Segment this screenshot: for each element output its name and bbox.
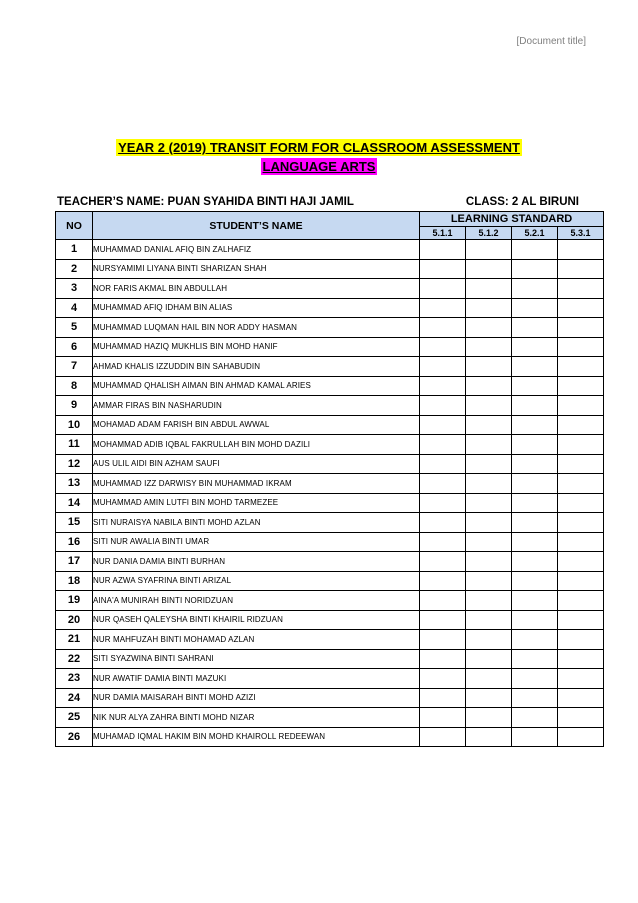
assessment-cell[interactable] (512, 435, 558, 455)
assessment-cell[interactable] (420, 708, 466, 728)
student-name: MUHAMMAD DANIAL AFIQ BIN ZALHAFIZ (93, 240, 420, 260)
assessment-cell[interactable] (466, 649, 512, 669)
header-standard: 5.2.1 (512, 227, 558, 240)
assessment-cell[interactable] (420, 259, 466, 279)
assessment-cell[interactable] (466, 688, 512, 708)
header-standard: 5.3.1 (558, 227, 604, 240)
student-number: 17 (56, 552, 93, 572)
student-number: 25 (56, 708, 93, 728)
assessment-cell[interactable] (512, 649, 558, 669)
student-number: 24 (56, 688, 93, 708)
assessment-cell[interactable] (420, 610, 466, 630)
student-name: MUHAMMAD LUQMAN HAIL BIN NOR ADDY HASMAN (93, 318, 420, 338)
student-name: SITI NUR AWALIA BINTI UMAR (93, 532, 420, 552)
assessment-cell[interactable] (466, 727, 512, 747)
student-name: MUHAMAD IQMAL HAKIM BIN MOHD KHAIROLL REDEEWAN (93, 727, 420, 747)
assessment-cell[interactable] (558, 357, 604, 377)
assessment-cell[interactable] (558, 240, 604, 260)
table-row (56, 357, 604, 377)
table-row (56, 532, 604, 552)
student-number: 16 (56, 532, 93, 552)
header-student-name: STUDENT’S NAME (93, 212, 420, 240)
assessment-cell[interactable] (512, 454, 558, 474)
student-name: MOHAMMAD ADIB IQBAL FAKRULLAH BIN MOHD DAZILI (93, 435, 420, 455)
assessment-cell[interactable] (558, 649, 604, 669)
assessment-cell[interactable] (558, 708, 604, 728)
assessment-cell[interactable] (512, 493, 558, 513)
student-name: SITI NURAISYA NABILA BINTI MOHD AZLAN (93, 513, 420, 533)
table-row (56, 474, 604, 494)
assessment-cell[interactable] (512, 337, 558, 357)
class-label: CLASS: 2 AL BIRUNI (465, 196, 579, 208)
assessment-cell[interactable] (512, 474, 558, 494)
assessment-cell[interactable] (420, 337, 466, 357)
assessment-cell[interactable] (466, 591, 512, 611)
assessment-cell[interactable] (512, 610, 558, 630)
assessment-cell[interactable] (558, 688, 604, 708)
assessment-cell[interactable] (512, 552, 558, 572)
assessment-cell[interactable] (420, 298, 466, 318)
student-name: AMMAR FIRAS BIN NASHARUDIN (93, 396, 420, 416)
assessment-cell[interactable] (420, 649, 466, 669)
assessment-cell[interactable] (466, 259, 512, 279)
assessment-table (55, 211, 604, 747)
assessment-cell[interactable] (558, 318, 604, 338)
assessment-cell[interactable] (558, 435, 604, 455)
table-row (56, 727, 604, 747)
assessment-cell[interactable] (466, 493, 512, 513)
assessment-cell[interactable] (512, 415, 558, 435)
assessment-cell[interactable] (512, 708, 558, 728)
assessment-cell[interactable] (466, 454, 512, 474)
student-name: NOR FARIS AKMAL BIN ABDULLAH (93, 279, 420, 299)
assessment-cell[interactable] (466, 474, 512, 494)
table-row (56, 318, 604, 338)
table-row (56, 571, 604, 591)
assessment-cell[interactable] (466, 357, 512, 377)
student-number: 10 (56, 415, 93, 435)
table-row (56, 298, 604, 318)
student-name: NUR MAHFUZAH BINTI MOHAMAD AZLAN (93, 630, 420, 650)
assessment-cell[interactable] (512, 376, 558, 396)
table-row (56, 513, 604, 533)
student-number: 20 (56, 610, 93, 630)
student-number: 18 (56, 571, 93, 591)
assessment-cell[interactable] (558, 571, 604, 591)
student-number: 23 (56, 669, 93, 689)
assessment-cell[interactable] (558, 630, 604, 650)
assessment-cell[interactable] (512, 571, 558, 591)
assessment-cell[interactable] (558, 259, 604, 279)
assessment-cell[interactable] (512, 513, 558, 533)
student-number: 15 (56, 513, 93, 533)
assessment-cell[interactable] (512, 688, 558, 708)
assessment-cell[interactable] (512, 357, 558, 377)
assessment-cell[interactable] (466, 708, 512, 728)
table-row (56, 240, 604, 260)
assessment-cell[interactable] (466, 337, 512, 357)
student-name: MUHAMMAD QHALISH AIMAN BIN AHMAD KAMAL ARIES (93, 376, 420, 396)
student-name: NUR AWATIF DAMIA BINTI MAZUKI (93, 669, 420, 689)
assessment-cell[interactable] (466, 532, 512, 552)
assessment-cell[interactable] (466, 552, 512, 572)
student-name: NIK NUR ALYA ZAHRA BINTI MOHD NIZAR (93, 708, 420, 728)
student-number: 8 (56, 376, 93, 396)
assessment-cell[interactable] (420, 513, 466, 533)
assessment-cell[interactable] (420, 415, 466, 435)
assessment-cell[interactable] (466, 396, 512, 416)
assessment-cell[interactable] (466, 571, 512, 591)
table-row (56, 415, 604, 435)
assessment-cell[interactable] (466, 435, 512, 455)
assessment-cell[interactable] (558, 727, 604, 747)
teacher-name-label: TEACHER’S NAME: PUAN SYAHIDA BINTI HAJI JAMIL (57, 196, 354, 208)
assessment-cell[interactable] (558, 298, 604, 318)
assessment-cell[interactable] (512, 727, 558, 747)
table-row (56, 337, 604, 357)
assessment-cell[interactable] (558, 376, 604, 396)
form-title-block (0, 139, 638, 176)
document-title-placeholder: [Document title] (516, 36, 586, 47)
student-number: 13 (56, 474, 93, 494)
table-row (56, 630, 604, 650)
assessment-cell[interactable] (512, 630, 558, 650)
student-name: MUHAMMAD IZZ DARWISY BIN MUHAMMAD IKRAM (93, 474, 420, 494)
assessment-cell[interactable] (420, 279, 466, 299)
assessment-cell[interactable] (512, 240, 558, 260)
assessment-cell[interactable] (512, 259, 558, 279)
student-name: MUHAMMAD HAZIQ MUKHLIS BIN MOHD HANIF (93, 337, 420, 357)
assessment-cell[interactable] (420, 357, 466, 377)
student-number: 9 (56, 396, 93, 416)
assessment-cell[interactable] (420, 435, 466, 455)
table-row (56, 649, 604, 669)
student-number: 19 (56, 591, 93, 611)
assessment-cell[interactable] (420, 474, 466, 494)
assessment-cell[interactable] (512, 669, 558, 689)
assessment-cell[interactable] (558, 474, 604, 494)
assessment-cell[interactable] (420, 493, 466, 513)
table-row (56, 454, 604, 474)
assessment-cell[interactable] (466, 318, 512, 338)
assessment-cell[interactable] (420, 376, 466, 396)
assessment-cell[interactable] (558, 337, 604, 357)
assessment-cell[interactable] (466, 610, 512, 630)
header-no: NO (56, 212, 93, 240)
assessment-cell[interactable] (466, 279, 512, 299)
table-row (56, 279, 604, 299)
student-name: NURSYAMIMI LIYANA BINTI SHARIZAN SHAH (93, 259, 420, 279)
student-number: 11 (56, 435, 93, 455)
assessment-cell[interactable] (558, 493, 604, 513)
assessment-cell[interactable] (420, 240, 466, 260)
assessment-cell[interactable] (420, 630, 466, 650)
roster-body (56, 240, 604, 747)
assessment-cell[interactable] (420, 571, 466, 591)
table-row (56, 376, 604, 396)
student-number: 3 (56, 279, 93, 299)
student-number: 1 (56, 240, 93, 260)
assessment-cell[interactable] (420, 591, 466, 611)
assessment-cell[interactable] (512, 591, 558, 611)
student-number: 4 (56, 298, 93, 318)
student-number: 26 (56, 727, 93, 747)
student-number: 14 (56, 493, 93, 513)
table-row (56, 708, 604, 728)
assessment-cell[interactable] (558, 396, 604, 416)
table-row (56, 669, 604, 689)
assessment-cell[interactable] (558, 279, 604, 299)
header-standard: 5.1.2 (466, 227, 512, 240)
assessment-cell[interactable] (420, 532, 466, 552)
assessment-cell[interactable] (420, 669, 466, 689)
student-name: AINA'A MUNIRAH BINTI NORIDZUAN (93, 591, 420, 611)
student-name: AUS ULIL AIDI BIN AZHAM SAUFI (93, 454, 420, 474)
assessment-cell[interactable] (512, 532, 558, 552)
assessment-cell[interactable] (558, 415, 604, 435)
assessment-cell[interactable] (466, 669, 512, 689)
table-row (56, 259, 604, 279)
header-standard: 5.1.1 (420, 227, 466, 240)
assessment-cell[interactable] (558, 552, 604, 572)
assessment-cell[interactable] (558, 610, 604, 630)
student-name: NUR AZWA SYAFRINA BINTI ARIZAL (93, 571, 420, 591)
table-row (56, 610, 604, 630)
assessment-cell[interactable] (420, 396, 466, 416)
table-row (56, 435, 604, 455)
student-name: NUR DANIA DAMIA BINTI BURHAN (93, 552, 420, 572)
assessment-cell[interactable] (466, 240, 512, 260)
assessment-cell[interactable] (466, 415, 512, 435)
assessment-cell[interactable] (420, 318, 466, 338)
table-row (56, 396, 604, 416)
assessment-cell[interactable] (466, 630, 512, 650)
student-number: 2 (56, 259, 93, 279)
header-learning-standard: LEARNING STANDARD (420, 212, 604, 227)
assessment-cell[interactable] (512, 279, 558, 299)
student-number: 6 (56, 337, 93, 357)
assessment-cell[interactable] (558, 669, 604, 689)
student-number: 21 (56, 630, 93, 650)
assessment-cell[interactable] (512, 396, 558, 416)
student-name: SITI SYAZWINA BINTI SAHRANI (93, 649, 420, 669)
student-name: NUR QASEH QALEYSHA BINTI KHAIRIL RIDZUAN (93, 610, 420, 630)
student-number: 5 (56, 318, 93, 338)
assessment-cell[interactable] (420, 727, 466, 747)
assessment-cell[interactable] (466, 513, 512, 533)
form-title: YEAR 2 (2019) TRANSIT FORM FOR CLASSROOM ASSESSMENT (118, 140, 520, 155)
table-row (56, 493, 604, 513)
student-name: AHMAD KHALIS IZZUDDIN BIN SAHABUDIN (93, 357, 420, 377)
assessment-cell[interactable] (558, 454, 604, 474)
assessment-cell[interactable] (558, 591, 604, 611)
student-number: 22 (56, 649, 93, 669)
assessment-cell[interactable] (512, 298, 558, 318)
student-name: MOHAMAD ADAM FARISH BIN ABDUL AWWAL (93, 415, 420, 435)
assessment-cell[interactable] (420, 552, 466, 572)
assessment-cell[interactable] (420, 454, 466, 474)
assessment-cell[interactable] (558, 513, 604, 533)
student-name: NUR DAMIA MAISARAH BINTI MOHD AZIZI (93, 688, 420, 708)
student-number: 12 (56, 454, 93, 474)
assessment-cell[interactable] (466, 376, 512, 396)
assessment-cell[interactable] (420, 688, 466, 708)
table-row (56, 591, 604, 611)
assessment-cell[interactable] (558, 532, 604, 552)
student-name: MUHAMMAD AMIN LUTFI BIN MOHD TARMEZEE (93, 493, 420, 513)
table-row (56, 552, 604, 572)
assessment-cell[interactable] (512, 318, 558, 338)
student-number: 7 (56, 357, 93, 377)
student-name: MUHAMMAD AFIQ IDHAM BIN ALIAS (93, 298, 420, 318)
table-row (56, 688, 604, 708)
subject-title: LANGUAGE ARTS (262, 159, 376, 174)
assessment-cell[interactable] (466, 298, 512, 318)
